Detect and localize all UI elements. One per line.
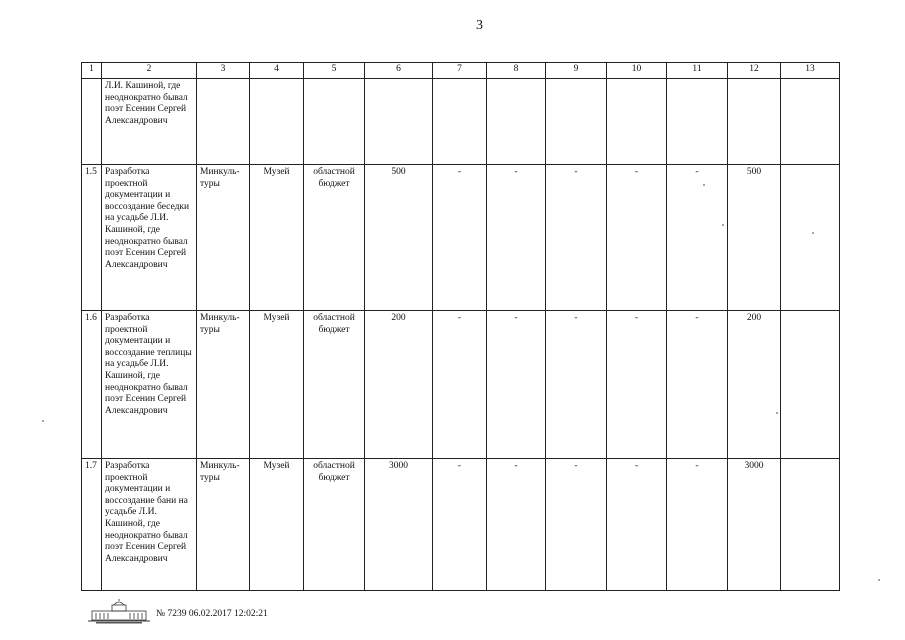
row-recipient: Музей [250,459,304,591]
row-source: областной бюджет [304,459,365,591]
column-header: 9 [546,63,607,79]
document-stamp [156,609,268,619]
building-seal-icon [86,598,152,624]
column-header: 8 [487,63,546,79]
row-col9: - [546,165,607,311]
scan-speck [722,224,724,226]
column-header: 1 [82,63,102,79]
column-header: 5 [304,63,365,79]
table-row [82,459,840,591]
row-number [82,79,102,165]
row-col13 [781,311,840,459]
row-number: 1.5 [82,165,102,311]
row-source: областной бюджет [304,165,365,311]
footer [86,598,486,624]
row-col9: - [546,459,607,591]
row-executor: Минкуль-туры [197,459,250,591]
document-timestamp: 06.02.2017 12:02:21 [188,609,268,619]
row-col13 [781,79,840,165]
row-recipient: Музей [250,165,304,311]
scan-speck [42,420,44,422]
row-total: 200 [365,311,433,459]
row-col7: - [433,311,487,459]
column-header: 4 [250,63,304,79]
column-header: 11 [667,63,728,79]
scan-speck [776,412,778,414]
row-total: 3000 [365,459,433,591]
row-col11: - [667,165,728,311]
row-col7: - [433,459,487,591]
column-header: 6 [365,63,433,79]
row-col10: - [607,311,667,459]
row-col11: - [667,311,728,459]
column-number-row [82,63,840,79]
row-executor: Минкуль-туры [197,311,250,459]
row-col10 [607,79,667,165]
row-description: Разработка проектной документации и воссоздание теплицы на усадьбе Л.И. Кашиной, где неоднократно бывал поэт Есенин Сергей Александрович [102,311,197,459]
scan-speck [703,184,705,186]
column-header: 2 [102,63,197,79]
row-col8 [487,79,546,165]
column-header: 3 [197,63,250,79]
row-source [304,79,365,165]
table-row [82,79,840,165]
column-header: 10 [607,63,667,79]
row-col12: 3000 [728,459,781,591]
table-row [82,165,840,311]
row-col8: - [487,311,546,459]
scan-speck [812,232,814,234]
row-col10: - [607,165,667,311]
row-executor: Минкуль-туры [197,165,250,311]
row-col7: - [433,165,487,311]
scan-speck [878,579,880,581]
row-description: Л.И. Кашиной, где неоднократно бывал поэт Есенин Сергей Александрович [102,79,197,165]
row-col11 [667,79,728,165]
row-executor [197,79,250,165]
row-col12: 500 [728,165,781,311]
row-col12: 200 [728,311,781,459]
row-number: 1.7 [82,459,102,591]
row-description: Разработка проектной документации и воссоздание бани на усадьбе Л.И. Кашиной, где неоднократно бывал поэт Есенин Сергей Александрович [102,459,197,591]
column-header: 12 [728,63,781,79]
row-col9: - [546,311,607,459]
row-source: областной бюджет [304,311,365,459]
column-header: 13 [781,63,840,79]
row-recipient: Музей [250,311,304,459]
row-number: 1.6 [82,311,102,459]
row-col8: - [487,459,546,591]
page-number: 3 [476,18,483,33]
table-row [82,311,840,459]
row-col7 [433,79,487,165]
row-col12 [728,79,781,165]
row-recipient [250,79,304,165]
row-col8: - [487,165,546,311]
column-header: 7 [433,63,487,79]
row-total [365,79,433,165]
budget-table [81,62,840,591]
row-col13 [781,165,840,311]
row-col13 [781,459,840,591]
document-number: № 7239 [156,609,187,619]
row-col9 [546,79,607,165]
row-description: Разработка проектной документации и воссоздание беседки на усадьбе Л.И. Кашиной, где неоднократно бывал поэт Есенин Сергей Александрович [102,165,197,311]
row-col11: - [667,459,728,591]
row-col10: - [607,459,667,591]
row-total: 500 [365,165,433,311]
